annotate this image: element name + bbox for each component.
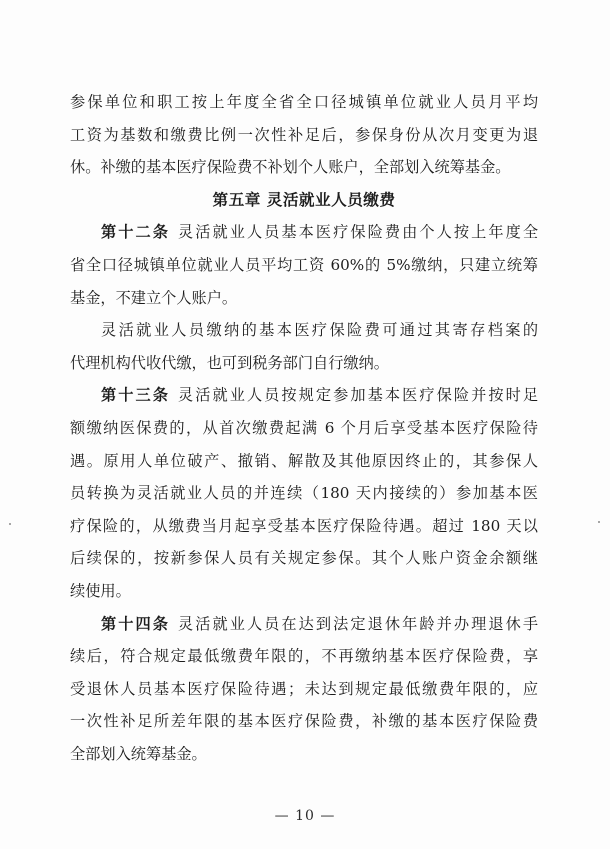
text-line: 代理机构代收代缴，也可到税务部门自行缴纳。 bbox=[70, 353, 389, 372]
text-line bbox=[70, 379, 538, 412]
text-line: 后续保的，按新参保人员有关规定参保。其个人账户资金余额继 bbox=[70, 549, 538, 568]
text-line: 休。补缴的基本医疗保险费不补划个人账户，全部划入统筹基金。 bbox=[70, 158, 511, 177]
text-line bbox=[70, 216, 538, 249]
scan-speck bbox=[9, 523, 11, 525]
flexible-payment-paragraph bbox=[70, 314, 538, 379]
article-text: 灵活就业人员基本医疗保险费由个人按上年度全 bbox=[177, 223, 538, 242]
article-13 bbox=[70, 379, 538, 607]
text-line: 续使用。 bbox=[70, 581, 131, 600]
text-line: 续后，符合规定最低缴费年限的，不再缴纳基本医疗保险费，享 bbox=[70, 647, 538, 666]
document-body bbox=[70, 86, 538, 770]
article-12 bbox=[70, 216, 538, 314]
text-line: 省全口径城镇单位就业人员平均工资 60%的 5%缴纳，只建立统筹 bbox=[70, 255, 538, 274]
page-number: — 10 — bbox=[274, 808, 336, 824]
article-text: 灵活就业人员按规定参加基本医疗保险并按时足 bbox=[177, 386, 538, 405]
text-line: 灵活就业人员缴纳的基本医疗保险费可通过其寄存档案的 bbox=[101, 321, 538, 340]
article-text: 灵活就业人员在达到法定退休年龄并办理退休手 bbox=[177, 614, 538, 633]
text-line: 一次性补足所差年限的基本医疗保险费，补缴的基本医疗保险费 bbox=[70, 712, 538, 731]
text-line bbox=[70, 608, 538, 641]
text-line: 全部划入统筹基金。 bbox=[70, 744, 207, 763]
article-14 bbox=[70, 608, 538, 771]
chapter-heading: 第五章 灵活就业人员缴费 bbox=[212, 190, 396, 209]
intro-paragraph bbox=[70, 86, 538, 184]
scan-speck bbox=[598, 521, 600, 523]
article-label: 第十四条 bbox=[101, 614, 170, 633]
article-label: 第十二条 bbox=[101, 223, 170, 242]
text-line: 受退休人员基本医疗保险待遇；未达到规定最低缴费年限的，应 bbox=[70, 679, 538, 698]
text-line: 额缴纳医保费的，从首次缴费起满 6 个月后享受基本医疗保险待 bbox=[70, 418, 538, 437]
text-line: 员转换为灵活就业人员的并连续（180 天内接续的）参加基本医 bbox=[70, 484, 538, 503]
text-line: 疗保险的，从缴费当月起享受基本医疗保险待遇。超过 180 天以 bbox=[70, 516, 538, 535]
text-line: 参保单位和职工按上年度全省全口径城镇单位就业人员月平均 bbox=[70, 93, 538, 111]
article-label: 第十三条 bbox=[101, 386, 170, 405]
text-line: 工资为基数和缴费比例一次性补足后，参保身份从次月变更为退 bbox=[70, 125, 538, 144]
text-line: 基金，不建立个人账户。 bbox=[70, 288, 238, 307]
text-line: 遇。原用人单位破产、撤销、解散及其他原因终止的，其参保人 bbox=[70, 451, 538, 470]
